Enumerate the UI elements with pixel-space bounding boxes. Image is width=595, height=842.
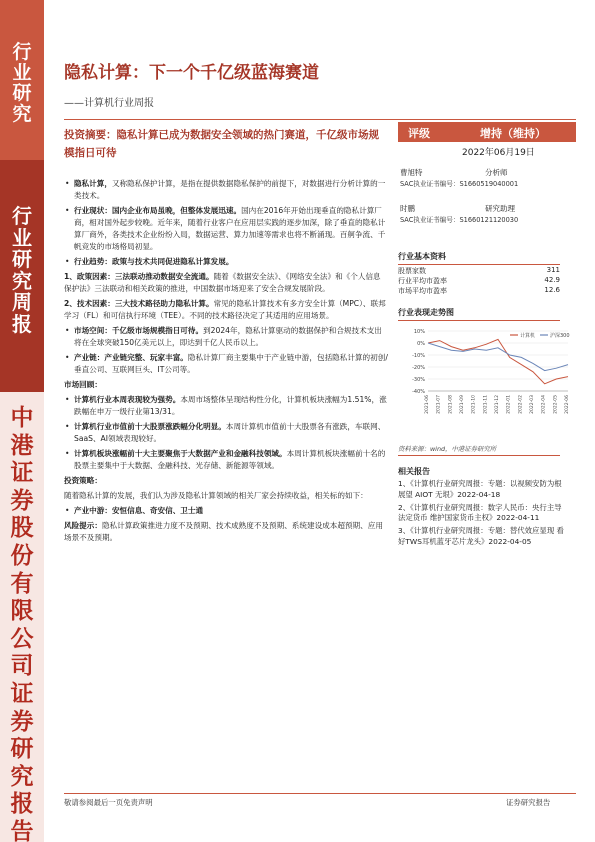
summary-paragraph-text: 本周计算机市值前十大股票各有涨跌，车联网、SaaS、AI领域表现较好。 [74,422,386,443]
chart-y-tick-label: -30% [412,377,425,383]
industry-info-row [398,266,560,276]
chart-y-tick-label: -20% [412,365,425,371]
summary-paragraph-lead: 市场空间：千亿级市场规模指日可待。 [74,326,204,335]
header-divider [64,119,576,120]
analyst-name: 曹旭特 [400,168,423,177]
report-date: 2022年06月19日 [462,148,535,158]
summary-paragraph-lead: 2、技术因素：三大技术路径助力隐私计算。 [64,299,214,308]
chart-x-tick-label: 2021-10 [471,395,477,414]
chart-source: 资料来源：wind，中港证券研究所 [398,445,497,453]
sidebar-category-label: 行 业 研 究 [12,41,32,125]
summary-paragraph [64,421,388,445]
chart-series-line [428,339,568,383]
summary-paragraph-text: 本周计算机板块涨幅前十名的股票主要集中于大数据、金融科技、光存储、新能源等领域。 [74,449,386,470]
chart-title: 行业表现走势图 [398,307,560,321]
chart-y-tick-label: 0% [417,341,425,347]
chart-legend-label: 沪深300 [550,333,570,339]
analyst-cert: SAC执业证书编号：S1660519040001 [400,180,519,188]
summary-paragraph-text: 常见的隐私计算技术有多方安全计算（MPC）、联邦学习（FL）和可信执行环境（TEE）。不同的技术路径决定了其适用的应用场景。 [64,299,386,320]
summary-paragraph-text: 到2024年，隐私计算驱动的数据保护和合规技术支出将在全球突破150亿美元以上，即达到千亿人民币以上。 [74,326,382,347]
chart-y-tick-label: -10% [412,353,425,359]
related-report-link[interactable]: 3、《计算机行业研究周报：专题：替代效应显现 看好TWS耳机蓝牙芯片龙头》2022-04-05 [398,526,564,546]
chart-x-tick-label: 2021-08 [448,395,454,414]
summary-paragraph [64,178,388,202]
rating-bar [398,122,576,142]
sidebar [0,0,44,842]
summary-paragraph-lead: 1、政策因素：三法联动推动数据安全流通。 [64,272,214,281]
chart-x-tick-label: 2021-12 [495,395,500,414]
analyst-role: 研究助理 [485,204,515,213]
summary-paragraph [64,448,388,472]
related-report-link[interactable]: 2、《计算机行业研究周报：数字人民币：央行主导法定货币 维护国家货币主权》2022-04-11 [398,502,562,523]
summary-paragraph [64,520,388,544]
related-report-link[interactable]: 1、《计算机行业研究周报：专题：以视频安防为根 展望 AIOT 无垠》2022-04-18 [398,479,562,499]
summary-paragraph [64,271,388,295]
summary-paragraph [64,352,388,376]
summary-paragraph-lead: 市场回顾： [64,380,102,389]
summary-paragraph-lead: 投资策略： [64,476,102,485]
industry-info-heading: 行业基本资料 [398,251,560,265]
chart-x-tick-label: 2022-05 [553,395,559,414]
summary-body [64,178,388,547]
analyst-role: 分析师 [485,168,508,177]
chart-x-tick-label: 2021-07 [436,395,442,414]
summary-paragraph-lead: 风险提示： [64,521,102,530]
summary-paragraph-text: 隐私计算政策推进力度不及预期、技术成熟度不及预期、系统建设成本超预期、应用场景不及预期。 [64,521,383,542]
summary-paragraph [64,298,388,322]
summary-paragraph-text: 又称隐私保护计算，是指在提供数据隐私保护的前提下，对数据进行分析计算的一类技术。 [74,179,386,200]
info-value: 12.6 [544,286,560,294]
industry-info-row [398,276,560,286]
chart-x-tick-label: 2022-04 [541,395,547,414]
chart-x-tick-label: 2022-01 [506,395,512,414]
summary-paragraph-lead: 行业趋势：政策与技术共同促进隐私计算发展。 [74,257,234,266]
summary-paragraph-lead: 行业现状：国内企业布局虽晚，但整体发展迅速。 [74,206,242,215]
chart-x-tick-label: 2021-09 [460,395,465,414]
summary-paragraph-lead: 产业链：产业链完整、玩家丰富。 [74,353,188,362]
sidebar-report-type-label: 行 业 研 究 周 报 [12,204,32,336]
info-label: 股票家数 [398,267,426,275]
chart-x-tick-label: 2022-02 [518,395,524,414]
summary-paragraph [64,505,388,517]
summary-paragraph-text: 随着《数据安全法》、《网络安全法》和《个人信息保护法》三法联动和相关政策的推进，中国数据市场迎来了安全合规发展阶段。 [64,272,381,293]
chart-svg [398,325,573,437]
industry-info-row [398,286,560,296]
rating-label: 评级 [408,127,430,140]
chart-x-tick-label: 2021-06 [425,395,430,414]
summary-paragraph-lead: 计算机行业市值前十大股票涨跌幅分化明显。 [74,422,226,431]
summary-paragraph-lead: 计算机板块涨幅前十大主要聚焦于大数据产业和金融科技领域。 [74,449,287,458]
summary-paragraph-lead: 计算机行业本周表现较为强势。 [74,395,181,404]
chart-y-tick-label: -40% [412,389,425,395]
analyst-name: 时鹏 [400,204,415,213]
summary-paragraph-lead: 产业中游：安恒信息、奇安信、卫士通 [74,506,204,515]
info-value: 311 [546,266,560,274]
summary-paragraph-text: 随着隐私计算的发展，我们认为涉及隐私计算领域的相关厂家会持续收益，相关标的如下： [64,491,368,500]
footer-label: 证券研究报告 [506,798,551,807]
info-label: 行业平均市盈率 [398,277,447,285]
summary-paragraph [64,490,388,502]
investment-summary-heading: 投资摘要：隐私计算已成为数据安全领域的热门赛道，千亿级市场规模指日可待 [64,129,379,159]
analyst-block [400,167,518,188]
info-value: 42.9 [544,276,560,284]
summary-paragraph [64,256,388,268]
summary-paragraph [64,394,388,418]
disclaimer-note: 敬请参阅最后一页免责声明 [64,798,153,807]
summary-paragraph-text: 国内在2016年开始出现垂直的隐私计算厂商，相对国外起步较晚。近年来，随着行业客户在应用层实践的逐步加深，除了垂直的隐私计算厂商外，各类技术企业纷纷入局，数据运营、算力加速等需求也将不断涌现。百舸争流、千帆竞发的市场格局初显。 [74,206,386,251]
summary-paragraph [64,325,388,349]
chart-x-tick-label: 2022-03 [530,395,535,414]
summary-paragraph-text: 本周市场整体呈现结构性分化，计算机板块涨幅为1.51%，涨跌幅在申万一级行业第13/31。 [74,395,387,416]
chart-x-tick-label: 2021-11 [483,395,489,414]
chart-legend-label: 计算机 [520,333,536,339]
footer-divider [64,793,576,794]
related-reports-list [398,479,568,550]
sidebar-company-label: 中 港 证 券 股 份 有 限 公 司 证 券 研 究 报 告 [10,405,34,842]
industry-performance-chart [398,325,573,437]
summary-section-heading [64,475,388,487]
summary-paragraph-lead: 隐私计算， [74,179,112,188]
analyst-cert: SAC执业证书编号：S1660121120030 [400,216,519,224]
summary-paragraph [64,205,388,253]
source-divider [398,455,560,456]
summary-paragraph-text: 隐私计算厂商主要集中于产业链中游，包括隐私计算的初创/垂直公司、互联网巨头、IT公司等。 [74,353,388,374]
page-subtitle: ——计算机行业周报 [64,98,154,109]
assistant-block [400,203,518,224]
page-title: 隐私计算：下一个千亿级蓝海赛道 [64,63,319,83]
info-label: 市场平均市盈率 [398,287,447,295]
chart-y-tick-label: 10% [413,329,425,335]
rating-value: 增持（维持） [480,127,546,140]
chart-x-tick-label: 2022-06 [565,395,570,414]
summary-section-heading [64,379,388,391]
chart-series-line [428,343,568,371]
related-reports-heading: 相关报告 [398,467,430,476]
